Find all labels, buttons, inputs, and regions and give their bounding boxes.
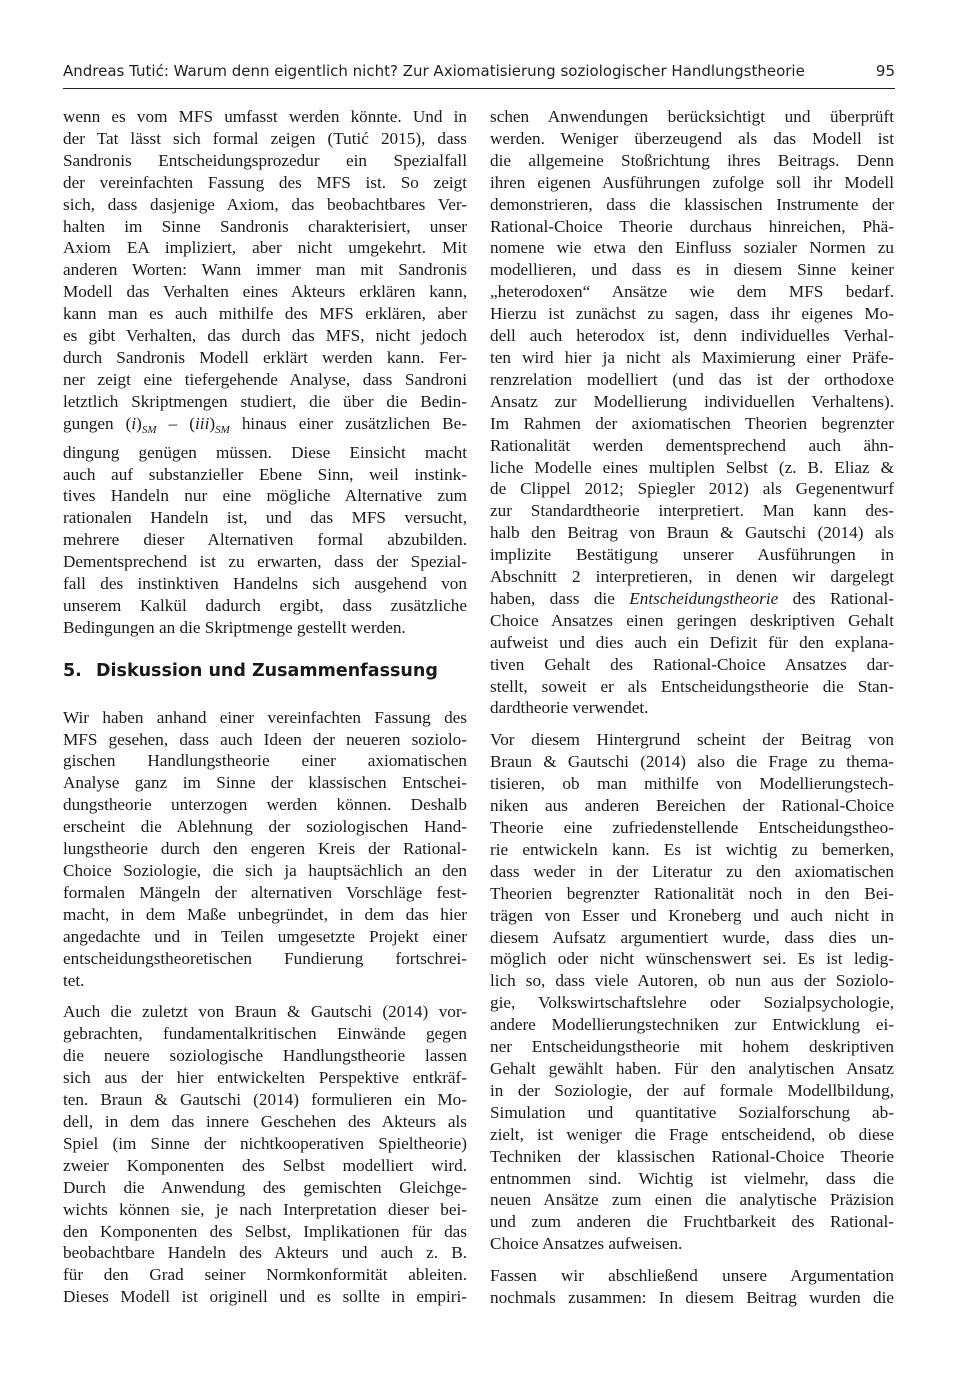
text-line: Durch die Anwendung des gemischten Gleichge-: [63, 1177, 467, 1197]
text-line: Fassen wir abschließend unsere Argumentation: [490, 1266, 894, 1286]
text-line: anderen Worten: Wann immer man mit Sandronis: [63, 260, 467, 280]
left-column: [63, 106, 467, 1318]
text-line: auch auf substanzieller Ebene Sinn, weil instink-: [63, 464, 467, 484]
text-line: nomene wie etwa den Einfluss sozialer Normen zu: [490, 238, 894, 258]
text-line: Theorie eine zufriedenstellende Entscheidungstheo-: [490, 818, 894, 837]
text-line: dass weder in der Literatur zu den axiomatischen: [490, 861, 894, 881]
text-line: der vereinfachten Fassung des MFS ist. So zeigt: [63, 172, 467, 192]
text-line: den Komponenten des Selbst, Implikationen für das: [63, 1221, 467, 1241]
text-line: Spiel (im Sinne der nichtkooperativen Spieltheorie): [63, 1133, 467, 1153]
italic-run: i: [131, 413, 137, 433]
italic-run: iii: [195, 413, 210, 433]
text-line: tisieren, ob man mithilfe von Modellierungstech-: [490, 774, 894, 794]
paragraph-left-3: [63, 1001, 467, 1308]
text-line: Gehalt gewählt haben. Für den analytischen Ansatz: [490, 1058, 894, 1078]
text-line: Dieses Modell ist originell und es sollte in empiri-: [63, 1287, 467, 1307]
text-line: andere Modellierungstechniken zur Entwicklung ei-: [490, 1015, 894, 1035]
text-line: ner zeigt eine tiefergehende Analyse, dass Sandroni: [63, 369, 467, 389]
text-line: diesem Aufsatz argumentiert wurde, dass dies un-: [490, 927, 894, 947]
text-line: werden. Weniger überzeugend als das Modell ist: [490, 128, 894, 148]
text-line: Hierzu ist zunächst zu sagen, dass ihr eigenes Mo-: [490, 304, 894, 324]
text-line: MFS gesehen, dass auch Ideen der neueren soziolo-: [63, 729, 467, 749]
text-line: tiven Gehalt des Rational-Choice Ansatzes dar-: [490, 654, 894, 674]
text-line: schen Anwendungen berücksichtigt und überprüft: [490, 107, 894, 126]
paragraph-right-2: [490, 729, 894, 1255]
text-line: Wir haben anhand einer vereinfachten Fassung des: [63, 707, 467, 727]
text-line: rationalen Handeln ist, und das MFS versucht,: [63, 508, 467, 528]
text-line: Axiom EA impliziert, aber nicht umgekehrt. Mit: [63, 238, 467, 258]
text-line: Choice Ansatzes aufweisen.: [490, 1234, 683, 1254]
text-line: dardtheorie verwendet.: [490, 698, 649, 718]
text-run: gungen (: [63, 413, 132, 433]
text-line: erscheint die Ablehnung der soziologischen Hand-: [63, 817, 467, 837]
text-line: Choice Soziologie, die sich ja hauptsächlich an den: [63, 861, 467, 880]
text-line: modellieren, und dass es in diesem Sinne keiner: [490, 260, 894, 280]
text-line: unserem Kalkül dadurch ergibt, dass zusätzliche: [63, 595, 467, 615]
right-column: [490, 106, 894, 1319]
text-line: neuen Ansätze zum einen die analytische Präzision: [490, 1190, 894, 1210]
paragraph-right-1: [490, 106, 894, 719]
paragraph-left-2: [63, 707, 467, 992]
text-line: gischen Handlungstheorie einer axiomatischen: [63, 751, 467, 771]
subscript-sm: SM: [215, 423, 230, 436]
text-run: ): [136, 413, 142, 433]
text-line: dell, in dem das innere Geschehen des Akteurs als: [63, 1111, 467, 1131]
text-line: Rational-Choice Theorie durchaus hinreichen, Phä-: [490, 216, 894, 236]
text-line: ten wird hier ja nicht als Maximierung einer Präfe-: [490, 347, 894, 367]
text-line-italic: [490, 588, 894, 610]
text-line: möglich oder nicht wünschenswert sei. Es ist ledig-: [490, 949, 894, 969]
text-line: ner Entscheidungstheorie mit hohem deskriptiven: [490, 1037, 894, 1057]
text-run: – (: [156, 413, 196, 433]
text-line: entnommen sind. Wichtig ist vielmehr, dass die: [490, 1168, 894, 1188]
text-line: Braun & Gautschi (2014) also die Frage zu thema-: [490, 752, 894, 772]
header-rule: [63, 88, 895, 89]
text-line: tet.: [63, 970, 85, 990]
text-line: die allgemeine Stoßrichtung ihres Beitrags. Denn: [490, 150, 894, 170]
text-line: fall des instinktiven Handelns sich ausgehend von: [63, 574, 467, 594]
text-line: mehrere dieser Alternativen formal abzubilden.: [63, 530, 467, 550]
text-line: Ansatz zur Modellierung individuellen Verhaltens).: [490, 391, 894, 411]
page-number: 95: [875, 62, 895, 80]
text-run: haben, dass die: [490, 588, 630, 608]
text-line: entscheidungstheoretischen Fundierung fortschrei-: [63, 948, 467, 968]
text-line: die neuere soziologische Handlungstheorie lassen: [63, 1046, 467, 1066]
text-line: Auch die zuletzt von Braun & Gautschi (2014) vor-: [63, 1002, 467, 1022]
text-line: Modell das Verhalten eines Akteurs erklären kann,: [63, 282, 467, 302]
section-heading: [63, 661, 467, 683]
text-line: rie entwickeln kann. Es ist wichtig zu bemerken,: [490, 839, 894, 859]
text-line-conditions: [63, 413, 467, 442]
text-line: trägen von Esser und Kroneberg und auch nicht in: [490, 905, 894, 925]
text-line: es gibt Verhalten, das durch das MFS, nicht jedoch: [63, 326, 467, 346]
text-line: wichts können sie, je nach Interpretation dieser bei-: [63, 1199, 467, 1219]
section-title: Diskussion und Zusammenfassung: [96, 660, 438, 681]
text-line: halb den Beitrag von Braun & Gautschi (2014) als: [490, 523, 894, 543]
text-line: angedachte und in Teilen umgesetzte Projekt einer: [63, 926, 467, 946]
text-line: Dementsprechend ist zu erwarten, dass der Spezial-: [63, 552, 467, 572]
running-header: [63, 62, 895, 80]
text-line: lungstheorie durch den engeren Kreis der Rational-: [63, 839, 467, 859]
text-line: Vor diesem Hintergrund scheint der Beitrag von: [490, 730, 894, 750]
text-line: der Tat lässt sich formal zeigen (Tutić 2015), dass: [63, 128, 467, 148]
text-line: Choice Ansatzes einen geringen deskriptiven Gehalt: [490, 610, 894, 630]
text-line: zweier Komponenten des Selbst modelliert wird.: [63, 1155, 467, 1175]
text-line: Rationalität werden dementsprechend auch ähn-: [490, 435, 894, 455]
running-title: Andreas Tutić: Warum denn eigentlich nicht? Zur Axiomatisierung soziologischer Handlungstheorie: [63, 62, 805, 80]
text-line: renzrelation modelliert (und das ist der orthodoxe: [490, 369, 894, 389]
text-line: „heterodoxen“ Ansätze wie dem MFS bedarf.: [490, 282, 894, 302]
text-line: dingung genügen müssen. Diese Einsicht macht: [63, 442, 467, 462]
text-line: gebrachten, fundamentalkritischen Einwände gegen: [63, 1024, 467, 1044]
text-line: tives Handeln nur eine mögliche Alternative zum: [63, 486, 467, 506]
italic-run: Entscheidungstheorie: [629, 588, 779, 608]
text-line: zielt, ist weniger die Frage entscheidend, ob diese: [490, 1124, 894, 1144]
text-line: beobachtbare Handeln des Akteurs und auch z. B.: [63, 1243, 467, 1263]
text-line: wenn es vom MFS umfasst werden könnte. Und in: [63, 107, 467, 126]
text-line: Sandronis Entscheidungsprozedur ein Spezialfall: [63, 150, 467, 170]
text-line: und zum anderen die Fruchtbarkeit des Rational-: [490, 1212, 894, 1232]
text-line: letztlich Skriptmengen studiert, die über die Bedin-: [63, 391, 467, 411]
text-line: Theorien begrenzter Rationalität noch in den Bei-: [490, 883, 894, 903]
text-line: nochmals zusammen: In diesem Beitrag wurden die: [490, 1288, 894, 1308]
text-line: gie, Volkswirtschaftslehre oder Sozialpsychologie,: [490, 993, 894, 1013]
text-run: des Rational-: [778, 588, 895, 608]
text-line: Techniken der klassischen Rational-Choice Theorie: [490, 1146, 894, 1166]
section-number: 5.: [63, 660, 82, 681]
text-line: kann man es auch mithilfe des MFS erklären, aber: [63, 304, 467, 324]
text-line: dell auch heterodox ist, denn individuelles Verhal-: [490, 326, 894, 346]
text-line: ihren eigenen Ausführungen zufolge soll ihr Modell: [490, 172, 894, 192]
text-line: implizite Bestätigung unserer Ausführungen in: [490, 545, 894, 565]
text-line: sich, dass dasjenige Axiom, das beobachtbares Ver-: [63, 194, 467, 214]
text-line: de Clippel 2012; Spiegler 2012) als Gegenentwurf: [490, 479, 894, 499]
text-line: dungstheorie unterzogen werden können. Deshalb: [63, 795, 467, 815]
text-line: für den Grad seiner Normkonformität ableiten.: [63, 1265, 467, 1285]
text-line: sich aus der hier entwickelten Perspektive entkräf-: [63, 1068, 467, 1088]
text-line: halten im Sinne Sandronis charakterisiert, unser: [63, 216, 467, 236]
paragraph-left-1: [63, 106, 467, 639]
text-line: Simulation und quantitative Sozialforschung ab-: [490, 1102, 894, 1122]
text-line: durch Sandronis Modell erklärt werden kann. Fer-: [63, 347, 467, 367]
text-line: ten. Braun & Gautschi (2014) formulieren ein Mo-: [63, 1090, 467, 1110]
text-line: Bedingungen an die Skriptmenge gestellt werden.: [63, 617, 406, 637]
text-line: stellt, soweit er als Entscheidungstheorie die Stan-: [490, 676, 894, 696]
text-run: hinaus einer zusätzlichen Be-: [229, 413, 467, 433]
subscript-sm: SM: [141, 423, 157, 436]
text-line: demonstrieren, dass die klassischen Instrumente der: [490, 194, 894, 214]
paragraph-right-3: [490, 1265, 894, 1309]
text-run: ): [209, 413, 216, 433]
text-line: formalen Mängeln der alternativen Vorschläge fest-: [63, 882, 467, 902]
text-line: Abschnitt 2 interpretieren, in denen wir dargelegt: [490, 567, 894, 587]
text-line: lich so, dass viele Autoren, ob nun aus der Soziolo-: [490, 971, 894, 991]
text-line: Im Rahmen der axiomatischen Theorien begrenzter: [490, 413, 894, 433]
text-line: macht, in dem Maße unbegründet, in dem das hier: [63, 904, 467, 924]
text-line: aufweist und dies auch ein Defizit für den explana-: [490, 632, 894, 652]
text-line: liche Modelle eines multiplen Selbst (z. B. Eliaz &: [490, 457, 894, 477]
text-line: zur Standardtheorie interpretiert. Man kann des-: [490, 501, 894, 521]
text-line: in der Soziologie, der auf formale Modellbildung,: [490, 1080, 894, 1100]
text-line: niken aus anderen Bereichen der Rational-Choice: [490, 796, 894, 816]
text-line: Analyse ganz im Sinne der klassischen Entschei-: [63, 773, 467, 793]
